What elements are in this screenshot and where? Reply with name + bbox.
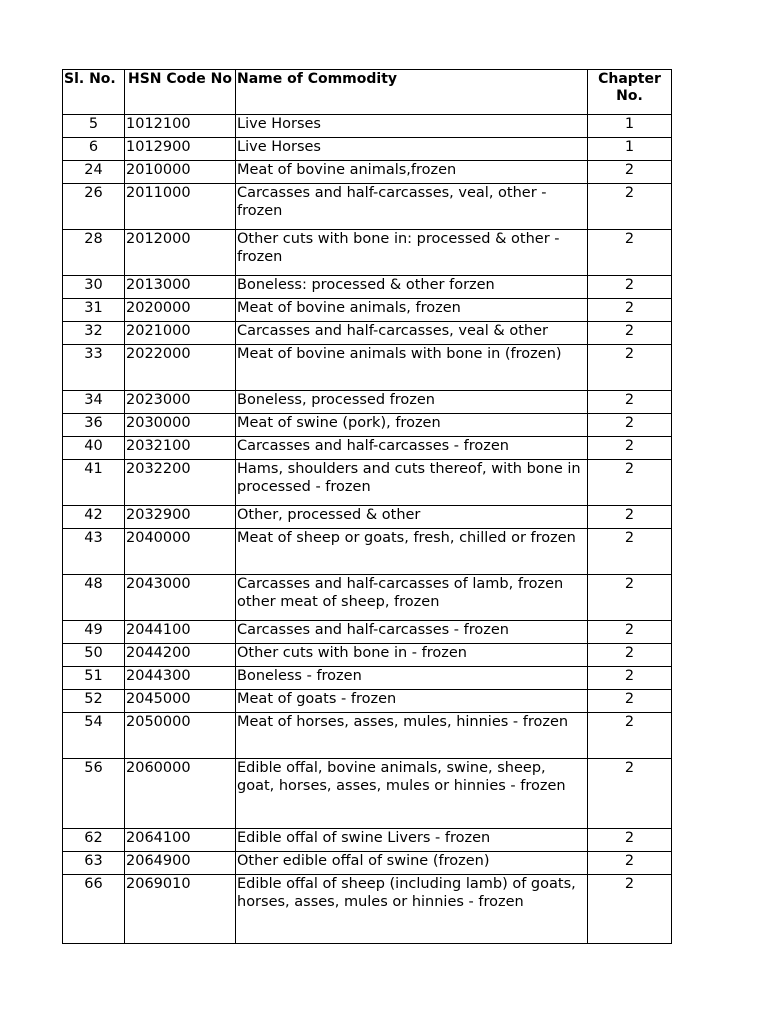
cell-chapter-no: 1	[588, 138, 672, 161]
cell-chapter-no: 2	[588, 460, 672, 506]
cell-chapter-no: 2	[588, 644, 672, 667]
cell-commodity-name: Meat of bovine animals,frozen	[236, 161, 588, 184]
cell-commodity-name: Meat of horses, asses, mules, hinnies - frozen	[236, 713, 588, 759]
cell-sl-no: 51	[63, 667, 125, 690]
header-commodity-name: Name of Commodity	[236, 70, 588, 115]
cell-sl-no: 33	[63, 345, 125, 391]
cell-chapter-no: 2	[588, 345, 672, 391]
cell-sl-no: 24	[63, 161, 125, 184]
cell-hsn-code: 2022000	[125, 345, 236, 391]
cell-sl-no: 30	[63, 276, 125, 299]
table-row	[63, 437, 672, 460]
cell-commodity-name: Carcasses and half-carcasses, veal, other - frozen	[236, 184, 588, 230]
cell-sl-no: 42	[63, 506, 125, 529]
cell-commodity-name: Meat of swine (pork), frozen	[236, 414, 588, 437]
cell-hsn-code: 2044100	[125, 621, 236, 644]
table-row	[63, 644, 672, 667]
cell-hsn-code: 2010000	[125, 161, 236, 184]
cell-hsn-code: 2012000	[125, 230, 236, 276]
cell-commodity-name: Meat of sheep or goats, fresh, chilled or frozen	[236, 529, 588, 575]
cell-sl-no: 49	[63, 621, 125, 644]
cell-chapter-no: 2	[588, 322, 672, 345]
cell-chapter-no: 2	[588, 829, 672, 852]
cell-sl-no: 34	[63, 391, 125, 414]
cell-commodity-name: Other, processed & other	[236, 506, 588, 529]
cell-sl-no: 28	[63, 230, 125, 276]
cell-commodity-name: Live Horses	[236, 115, 588, 138]
table-header-row	[63, 70, 672, 115]
cell-sl-no: 32	[63, 322, 125, 345]
cell-hsn-code: 2020000	[125, 299, 236, 322]
table-row	[63, 230, 672, 276]
cell-chapter-no: 2	[588, 161, 672, 184]
cell-commodity-name: Carcasses and half-carcasses - frozen	[236, 437, 588, 460]
table-row	[63, 506, 672, 529]
cell-sl-no: 31	[63, 299, 125, 322]
table-row	[63, 690, 672, 713]
header-hsn-code: HSN Code No	[125, 70, 236, 115]
cell-chapter-no: 1	[588, 115, 672, 138]
cell-hsn-code: 2050000	[125, 713, 236, 759]
cell-sl-no: 63	[63, 852, 125, 875]
cell-commodity-name: Other cuts with bone in: processed & other - frozen	[236, 230, 588, 276]
header-chapter-no: Chapter No.	[588, 70, 672, 115]
cell-chapter-no: 2	[588, 667, 672, 690]
cell-commodity-name: Other edible offal of swine (frozen)	[236, 852, 588, 875]
cell-commodity-name: Edible offal of sheep (including lamb) of goats, horses, asses, mules or hinnies - frozen	[236, 875, 588, 944]
cell-chapter-no: 2	[588, 621, 672, 644]
cell-hsn-code: 2064100	[125, 829, 236, 852]
cell-commodity-name: Carcasses and half-carcasses, veal & other	[236, 322, 588, 345]
cell-hsn-code: 2060000	[125, 759, 236, 829]
table-row	[63, 299, 672, 322]
cell-hsn-code: 2032100	[125, 437, 236, 460]
cell-hsn-code: 2023000	[125, 391, 236, 414]
cell-sl-no: 48	[63, 575, 125, 621]
cell-sl-no: 5	[63, 115, 125, 138]
cell-sl-no: 56	[63, 759, 125, 829]
cell-sl-no: 41	[63, 460, 125, 506]
cell-chapter-no: 2	[588, 437, 672, 460]
cell-sl-no: 36	[63, 414, 125, 437]
cell-commodity-name: Boneless - frozen	[236, 667, 588, 690]
cell-commodity-name: Carcasses and half-carcasses of lamb, frozen other meat of sheep, frozen	[236, 575, 588, 621]
table-row	[63, 575, 672, 621]
cell-commodity-name: Other cuts with bone in - frozen	[236, 644, 588, 667]
cell-chapter-no: 2	[588, 529, 672, 575]
cell-sl-no: 66	[63, 875, 125, 944]
cell-hsn-code: 2040000	[125, 529, 236, 575]
cell-chapter-no: 2	[588, 690, 672, 713]
cell-chapter-no: 2	[588, 575, 672, 621]
cell-sl-no: 40	[63, 437, 125, 460]
table-row	[63, 414, 672, 437]
cell-commodity-name: Meat of goats - frozen	[236, 690, 588, 713]
cell-commodity-name: Boneless: processed & other forzen	[236, 276, 588, 299]
cell-commodity-name: Hams, shoulders and cuts thereof, with bone in processed - frozen	[236, 460, 588, 506]
table-row	[63, 276, 672, 299]
cell-hsn-code: 2044200	[125, 644, 236, 667]
table-row	[63, 115, 672, 138]
cell-hsn-code: 2045000	[125, 690, 236, 713]
cell-chapter-no: 2	[588, 299, 672, 322]
cell-chapter-no: 2	[588, 875, 672, 944]
cell-chapter-no: 2	[588, 852, 672, 875]
table-row	[63, 529, 672, 575]
cell-commodity-name: Boneless, processed frozen	[236, 391, 588, 414]
cell-chapter-no: 2	[588, 759, 672, 829]
cell-commodity-name: Edible offal of swine Livers - frozen	[236, 829, 588, 852]
table-row	[63, 713, 672, 759]
cell-hsn-code: 2032200	[125, 460, 236, 506]
cell-hsn-code: 2044300	[125, 667, 236, 690]
cell-chapter-no: 2	[588, 414, 672, 437]
table-row	[63, 184, 672, 230]
cell-chapter-no: 2	[588, 506, 672, 529]
cell-commodity-name: Carcasses and half-carcasses - frozen	[236, 621, 588, 644]
cell-chapter-no: 2	[588, 184, 672, 230]
table-row	[63, 322, 672, 345]
commodity-table	[62, 69, 672, 944]
cell-commodity-name: Meat of bovine animals with bone in (frozen)	[236, 345, 588, 391]
table-row	[63, 875, 672, 944]
table-row	[63, 391, 672, 414]
cell-hsn-code: 2013000	[125, 276, 236, 299]
cell-hsn-code: 2069010	[125, 875, 236, 944]
cell-hsn-code: 2021000	[125, 322, 236, 345]
cell-commodity-name: Meat of bovine animals, frozen	[236, 299, 588, 322]
table-row	[63, 138, 672, 161]
cell-sl-no: 54	[63, 713, 125, 759]
cell-sl-no: 26	[63, 184, 125, 230]
cell-chapter-no: 2	[588, 276, 672, 299]
header-sl-no: Sl. No.	[63, 70, 125, 115]
cell-hsn-code: 1012100	[125, 115, 236, 138]
cell-sl-no: 43	[63, 529, 125, 575]
cell-commodity-name: Live Horses	[236, 138, 588, 161]
cell-hsn-code: 2030000	[125, 414, 236, 437]
cell-chapter-no: 2	[588, 713, 672, 759]
cell-chapter-no: 2	[588, 230, 672, 276]
table-row	[63, 161, 672, 184]
cell-sl-no: 6	[63, 138, 125, 161]
cell-hsn-code: 2043000	[125, 575, 236, 621]
table-row	[63, 621, 672, 644]
cell-hsn-code: 2064900	[125, 852, 236, 875]
table-row	[63, 852, 672, 875]
cell-chapter-no: 2	[588, 391, 672, 414]
table-row	[63, 667, 672, 690]
cell-hsn-code: 2011000	[125, 184, 236, 230]
cell-sl-no: 50	[63, 644, 125, 667]
cell-sl-no: 62	[63, 829, 125, 852]
cell-hsn-code: 1012900	[125, 138, 236, 161]
table-row	[63, 759, 672, 829]
cell-sl-no: 52	[63, 690, 125, 713]
table-row	[63, 460, 672, 506]
cell-hsn-code: 2032900	[125, 506, 236, 529]
table-row	[63, 345, 672, 391]
cell-commodity-name: Edible offal, bovine animals, swine, sheep, goat, horses, asses, mules or hinnies - frozen	[236, 759, 588, 829]
table-row	[63, 829, 672, 852]
